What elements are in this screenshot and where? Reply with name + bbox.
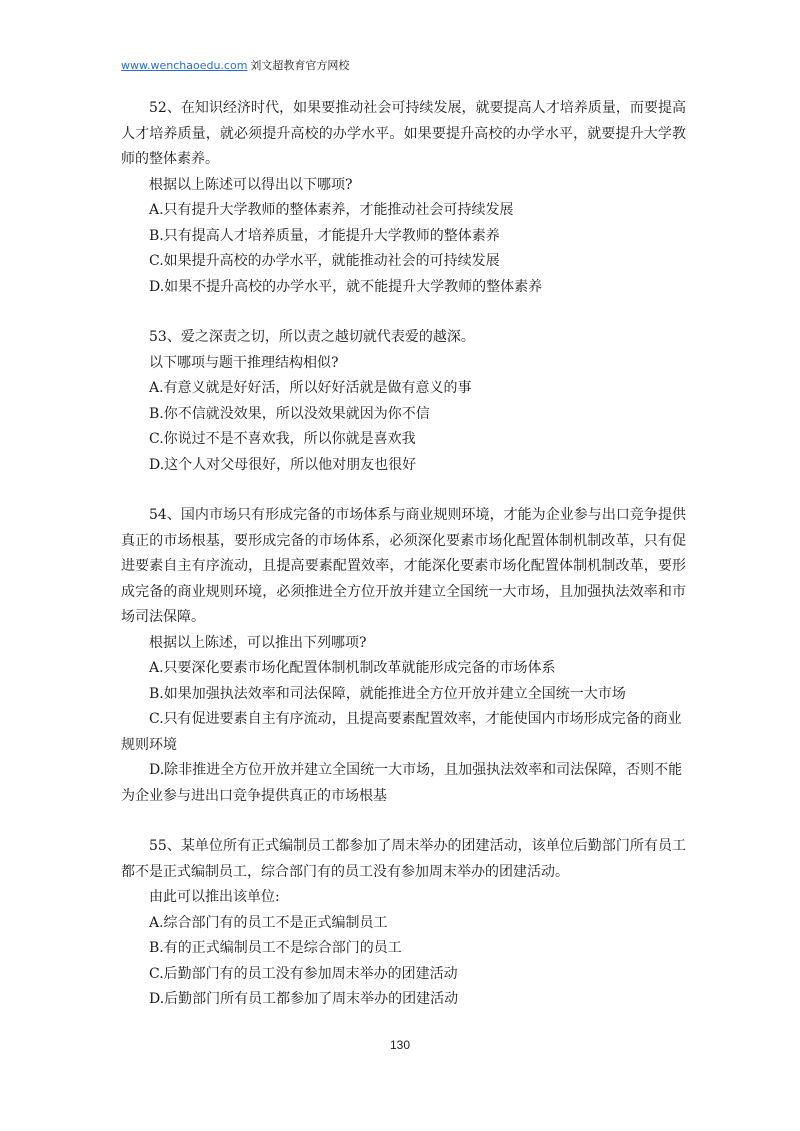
option-d: D.除非推进全方位开放并建立全国统一大市场，且加强执法效率和司法保障，否则不能为企业参与进出口竞争提供真正的市场根基 <box>121 762 683 804</box>
option-d: D.如果不提升高校的办学水平，就不能提升大学教师的整体素养 <box>149 278 543 295</box>
question-54 <box>121 503 686 809</box>
option-c: C.如果提升高校的办学水平，就能推动社会的可持续发展 <box>149 253 500 269</box>
question-prompt: 以下哪项与题干推理结构相似? <box>149 354 339 371</box>
page-header <box>121 57 349 73</box>
option-c: C.后勤部门有的员工没有参加周末举办的团建活动 <box>149 965 458 982</box>
option-a: A.只要深化要素市场化配置体制机制改革就能形成完备的市场体系 <box>149 660 556 676</box>
option-a: A.综合部门有的员工不是正式编制员工 <box>149 914 388 931</box>
question-prompt: 根据以上陈述可以得出以下哪项? <box>149 176 353 193</box>
question-55 <box>121 834 686 1013</box>
question-stem: 53、爱之深责之切，所以责之越切就代表爱的越深。 <box>149 329 475 345</box>
question-stem: 55、某单位所有正式编制员工都参加了周末举办的团建活动，该单位后勤部门所有员工都不是正式编制员工，综合部门有的员工没有参加周末举办的团建活动。 <box>121 838 686 880</box>
option-b: B.只有提高人才培养质量，才能提升大学教师的整体素养 <box>149 227 500 244</box>
website-link[interactable]: www.wenchaoedu.com <box>121 59 248 72</box>
question-53 <box>121 325 686 478</box>
question-stem: 54、国内市场只有形成完备的市场体系与商业规则环境，才能为企业参与出口竞争提供真正的市场根基，要形成完备的市场体系，必须深化要素市场化配置体制机制改革，只有促进要素自主有序流动，且提高要素配置效率，才能深化要素市场化配置体制机制改革，要形成完备的商业规则环境，必须推进全方位开放并建立全国统一大市场，且加强执法效率和市场司法保障。 <box>121 507 686 625</box>
option-c: C.你说过不是不喜欢我，所以你就是喜欢我 <box>149 431 416 447</box>
option-b: B.有的正式编制员工不是综合部门的员工 <box>149 940 402 956</box>
question-52 <box>121 96 686 300</box>
option-c: C.只有促进要素自主有序流动，且提高要素配置效率，才能使国内市场形成完备的商业规则环境 <box>121 711 682 753</box>
page-number: 130 <box>389 1038 411 1052</box>
option-d: D.后勤部门所有员工都参加了周末举办的团建活动 <box>149 991 459 1007</box>
site-name: 刘文超教育官方网校 <box>250 59 350 72</box>
option-d: D.这个人对父母很好，所以他对朋友也很好 <box>149 456 417 473</box>
option-a: A.有意义就是好好活，所以好好活就是做有意义的事 <box>149 380 472 396</box>
option-b: B.你不信就没效果，所以没效果就因为你不信 <box>149 405 430 422</box>
question-prompt: 由此可以推出该单位: <box>149 889 280 905</box>
question-list <box>121 96 686 1038</box>
option-b: B.如果加强执法效率和司法保障，就能推进全方位开放并建立全国统一大市场 <box>149 685 626 702</box>
question-stem: 52、在知识经济时代，如果要推动社会可持续发展，就要提高人才培养质量，而要提高人才培养质量，就必须提升高校的办学水平。如果要提升高校的办学水平，就要提升大学教师的整体素养。 <box>121 100 686 167</box>
question-prompt: 根据以上陈述，可以推出下列哪项? <box>149 634 367 651</box>
option-a: A.只有提升大学教师的整体素养，才能推动社会可持续发展 <box>149 202 514 218</box>
